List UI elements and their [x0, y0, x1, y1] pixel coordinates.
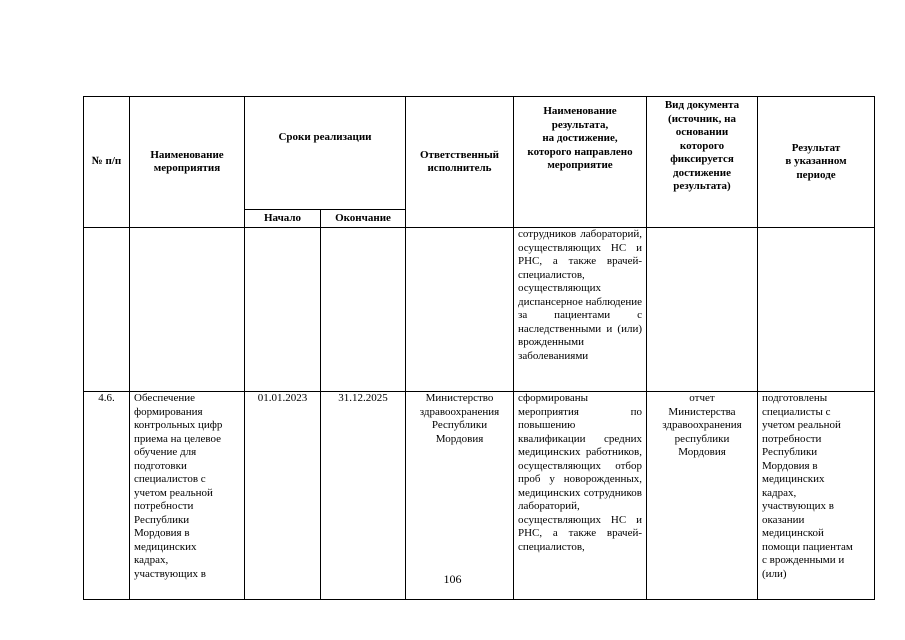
header-period-result [758, 97, 875, 228]
cell-period-result [758, 392, 875, 600]
header-name-label: Наименование мероприятия [150, 148, 224, 174]
cell-executor [406, 228, 514, 392]
cell-num [84, 392, 130, 600]
header-terms-label: Сроки реализации [278, 131, 372, 143]
table-header-row [84, 97, 875, 210]
cell-result-name-text: сотрудников лабораторий, осуществляющих НС и РНС, а также врачей-специалистов, осуществляющих диспансерное наблюдение за пациентами с наследственными и (или) врожденными заболеваниями [518, 228, 642, 362]
cell-start [245, 228, 321, 392]
cell-result-name [514, 392, 647, 600]
cell-result-name [514, 228, 647, 392]
cell-executor-text: Министерство здравоохранения Республики Мордовия [419, 392, 500, 445]
header-period-result-label: Результат в указанном периоде [785, 141, 847, 181]
cell-doc-type [647, 392, 758, 600]
cell-start-text: 01.01.2023 [257, 392, 308, 404]
measures-table [83, 96, 875, 600]
cell-name [130, 228, 245, 392]
cell-end-text: 31.12.2025 [338, 392, 388, 404]
header-doc-type-label: Вид документа (источник, на основании которого фиксируется достижение результата) [664, 99, 740, 192]
header-num [84, 97, 130, 228]
header-start [245, 210, 321, 228]
header-result-name [514, 97, 647, 228]
cell-executor [406, 392, 514, 600]
cell-end [321, 392, 406, 600]
cell-doc-type [647, 228, 758, 392]
header-result-name-label: Наименование результата, на достижение, которого направлено мероприятие [527, 105, 633, 171]
cell-num [84, 228, 130, 392]
header-end-label: Окончание [335, 211, 391, 224]
cell-doc-type-text: отчет Министерства здравоохранения республики Мордовия [662, 392, 742, 458]
table-row [84, 392, 875, 600]
cell-name [130, 392, 245, 600]
cell-name-text: Обеспечение формирования контрольных цифр приема на целевое обучение для подготовки специалистов с учетом реальной потребности Республики Мордовия в медицинских кадрах, участвующих в [134, 392, 223, 580]
cell-result-name-text: сформированы мероприятия по повышению квалификации средних медицинских работников, осуществляющих отбор проб у новорожденных, медицинских сотрудников лабораторий, осуществляющих НС и РНС, а также врачей-специалистов, [518, 392, 642, 553]
header-doc-type [647, 97, 758, 228]
header-num-label: № п/п [91, 155, 122, 168]
cell-period-result-text: подготовлены специалисты с учетом реальной потребности Республики Мордовия в медицинских кадрах, участвующих в оказании медицинской помощи пациентам с врожденными и (или) [762, 392, 853, 580]
table-row [84, 228, 875, 392]
header-start-label: Начало [263, 211, 302, 224]
header-name [130, 97, 245, 228]
header-end [321, 210, 406, 228]
cell-end [321, 228, 406, 392]
header-executor-label: Ответственный исполнитель [419, 148, 500, 174]
header-executor [406, 97, 514, 228]
cell-num-text: 4.6. [98, 392, 115, 404]
page-number: 106 [443, 572, 462, 586]
cell-start [245, 392, 321, 600]
header-terms [245, 97, 406, 210]
cell-period-result [758, 228, 875, 392]
